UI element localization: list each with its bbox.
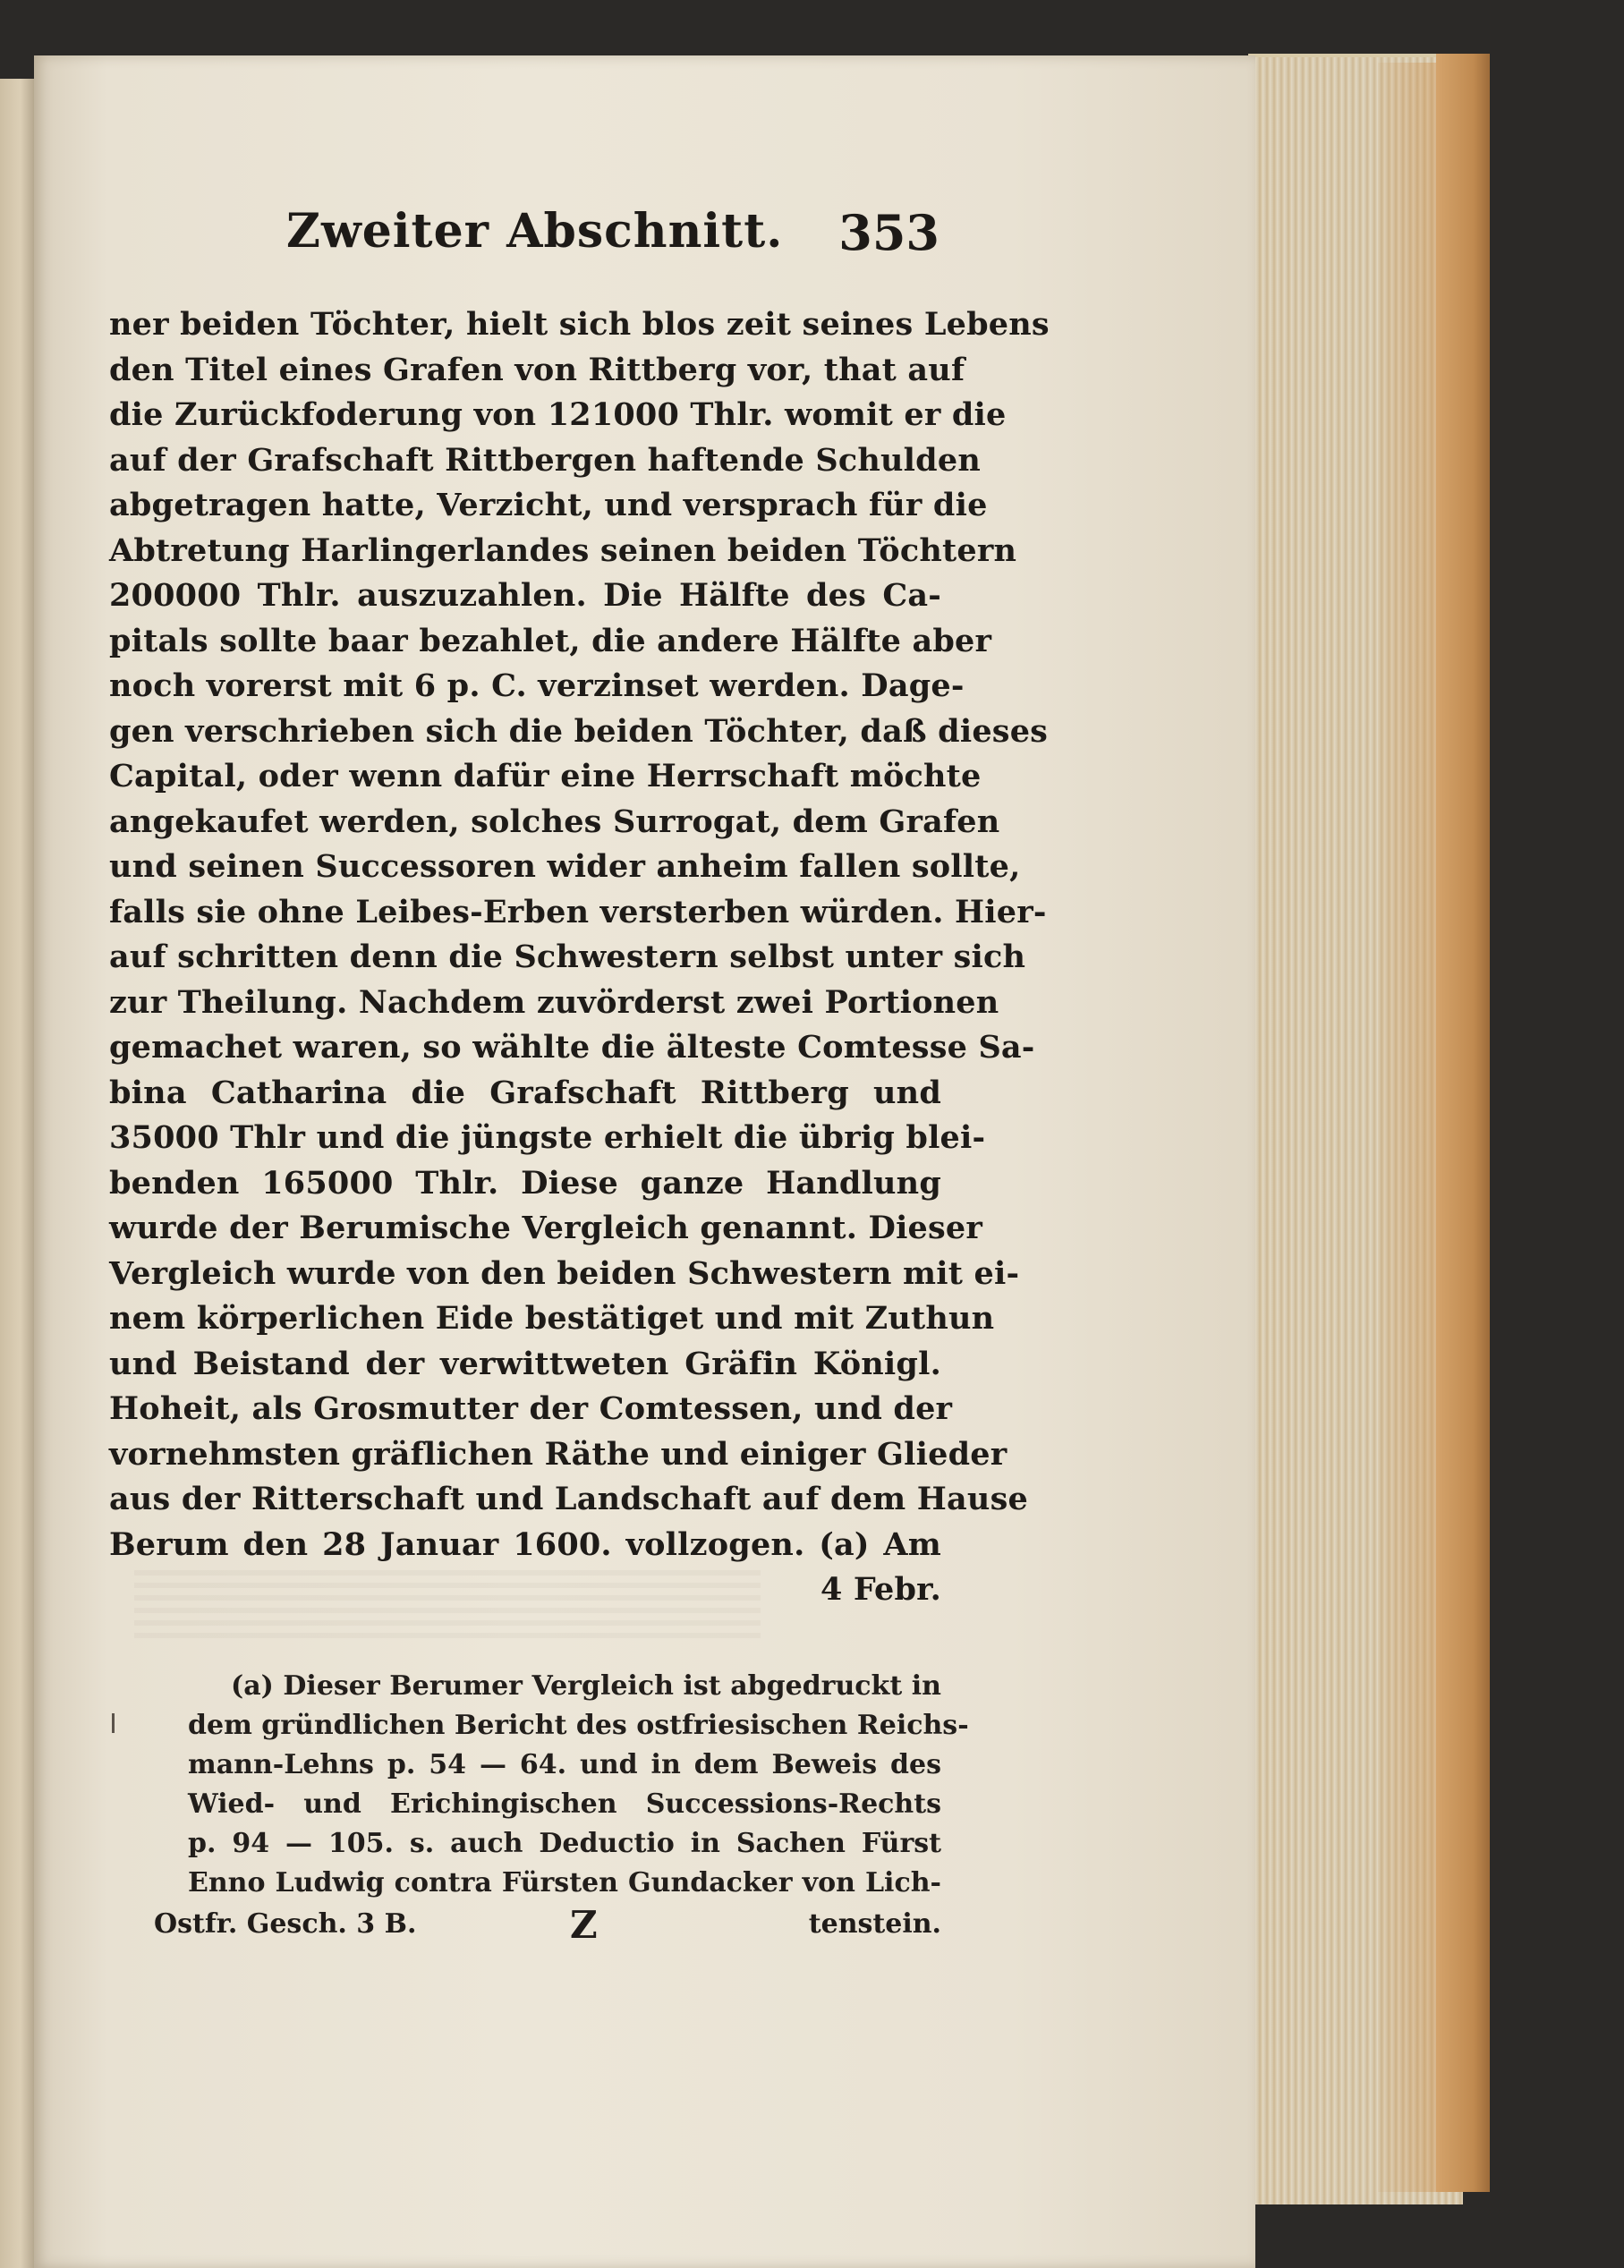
text-line: und Beistand der verwittweten Gräfin Königl. xyxy=(109,1345,941,1382)
text-line: ner beiden Töchter, hielt sich blos zeit seines Lebens xyxy=(109,306,1050,343)
footnote-line: dem gründlichen Bericht des ostfriesischen Reichs- xyxy=(188,1710,969,1741)
page-footer xyxy=(154,1903,941,1953)
sheet-signature-mark: Z xyxy=(570,1903,598,1947)
text-line: bina Catharina die Grafschaft Rittberg und xyxy=(109,1074,941,1111)
text-line: noch vorerst mit 6 p. C. verzinset werden. Dage- xyxy=(109,667,965,704)
text-line: Abtretung Harlingerlandes seinen beiden Töchtern xyxy=(109,531,1017,569)
text-line: und seinen Successoren wider anheim fallen sollte, xyxy=(109,848,1021,885)
text-line: gemachet waren, so wählte die älteste Comtesse Sa- xyxy=(109,1029,1035,1066)
footnote-line: (a) Dieser Berumer Vergleich ist abgedruckt in xyxy=(231,1670,941,1702)
footnote-catchword: tenstein. xyxy=(808,1908,941,1940)
text-line: die Zurückfoderung von 121000 Thlr. womit er die xyxy=(109,396,1007,433)
footnote-line: p. 94 — 105. s. auch Deductio in Sachen Fürst xyxy=(188,1828,941,1859)
book-cover-edge xyxy=(1436,54,1490,2192)
text-line: auf schritten denn die Schwestern selbst unter sich xyxy=(109,939,1026,975)
text-line: 35000 Thlr und die jüngste erhielt die übrig blei- xyxy=(109,1119,986,1156)
footnote-line: mann-Lehns p. 54 — 64. und in dem Beweis des xyxy=(188,1749,941,1780)
text-line: angekaufet werden, solches Surrogat, dem Grafen xyxy=(109,803,1000,840)
text-line: auf der Grafschaft Rittbergen haftende Schulden xyxy=(109,441,981,479)
running-header xyxy=(286,204,940,276)
text-line: Capital, oder wenn dafür eine Herrschaft möchte xyxy=(109,758,982,794)
text-line: Hoheit, als Grosmutter der Comtessen, und der xyxy=(109,1390,953,1427)
catchword-line: 4 Febr. xyxy=(820,1571,941,1608)
text-line: falls sie ohne Leibes-Erben versterben würden. Hier- xyxy=(109,893,1047,930)
signature-line: Ostfr. Gesch. 3 B. xyxy=(154,1908,417,1940)
text-line: den Titel eines Grafen von Rittberg vor, that auf xyxy=(109,351,965,388)
text-line: benden 165000 Thlr. Diese ganze Handlung xyxy=(109,1164,941,1202)
text-line: nem körperlichen Eide bestätiget und mit Zuthun xyxy=(109,1300,995,1337)
text-line: Vergleich wurde von den beiden Schwestern mit ei- xyxy=(109,1254,1020,1292)
text-line: pitals sollte baar bezahlet, die andere Hälfte aber xyxy=(109,622,992,659)
margin-mark xyxy=(112,1713,115,1733)
show-through-text xyxy=(134,1570,761,1642)
text-line: abgetragen hatte, Verzicht, und versprach für die xyxy=(109,487,988,523)
text-line: Berum den 28 Januar 1600. vollzogen. (a) Am xyxy=(109,1525,941,1563)
footnote-line: Enno Ludwig contra Fürsten Gundacker von Lich- xyxy=(188,1867,941,1898)
text-line: gen verschrieben sich die beiden Töchter, daß dieses xyxy=(109,712,1049,750)
page-number: 353 xyxy=(838,204,940,261)
facing-page-edge xyxy=(0,79,34,2268)
text-line: aus der Ritterschaft und Landschaft auf dem Hause xyxy=(109,1481,1028,1517)
text-line: zur Theilung. Nachdem zuvörderst zwei Portionen xyxy=(109,983,999,1021)
section-title: Zweiter Abschnitt. xyxy=(286,204,784,259)
text-line: wurde der Berumische Vergleich genannt. Dieser xyxy=(109,1210,983,1246)
footnote-line: Wied- und Erichingischen Successions-Rechts xyxy=(188,1788,941,1820)
text-line: vornehmsten gräflichen Räthe und einiger Glieder xyxy=(109,1435,1008,1473)
text-line: 200000 Thlr. auszuzahlen. Die Hälfte des Ca- xyxy=(109,577,941,614)
